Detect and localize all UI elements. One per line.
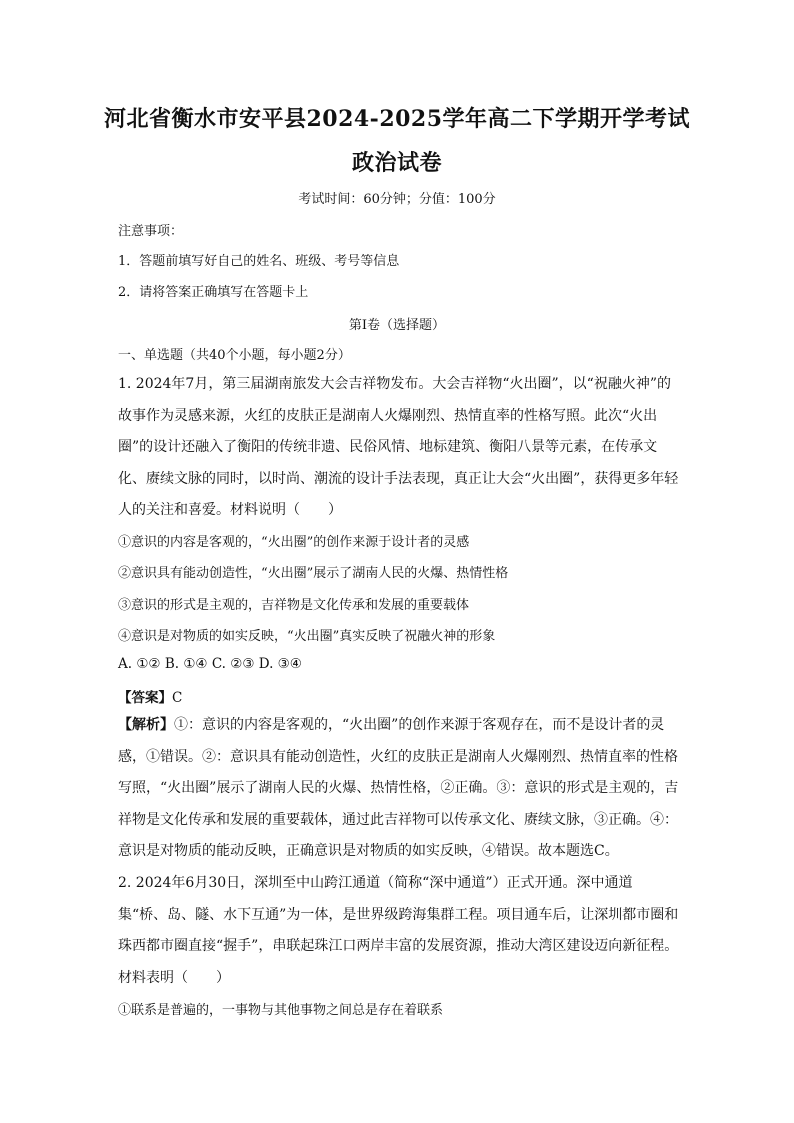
exam-info: 考试时间：60分钟；分值：100分 [298,192,496,207]
note-2: 2．请将答案正确填写在答题卡上 [118,285,309,300]
exam-title: 河北省衡水市安平县2024-2025学年高二下学期开学考试 [103,106,691,132]
question-2-stem: 2. 2024年6月30日，深圳至中山跨江通道（简称“深中通道”）正式开通。深中通道集“桥、岛、隧、水下互通”为一体，是世界级跨海集群工程。项目通车后，让深圳都市圈和珠西都市圈直接“握手”，串联起珠江口两岸丰富的发展资源，推动大湾区建设迈向新征程。材料表明（ ） [118,875,679,986]
question-1-analysis [118,710,680,868]
question-1-option-2: ②意识具有能动创造性，“火出圈”展示了湖南人民的火爆、热情性格 [118,566,509,581]
analysis-text: ①：意识的内容是客观的，“火出圈”的创作来源于客观存在，而不是设计者的灵感，①错误。②：意识具有能动创造性，火红的皮肤正是湖南人火爆刚烈、热情直率的性格写照，“火出圈”展示了湖南人民的火爆、热情性格，②正确。③：意识的形式是主观的，吉祥物是文化传承和发展的重要载体，通过此吉祥物可以传承文化、赓续文脉，③正确。④：意识是对物质的能动反映，正确意识是对物质的如实反映，④错误。故本题选C。 [118,717,679,859]
question-1-option-3: ③意识的形式是主观的，吉祥物是文化传承和发展的重要载体 [118,598,470,613]
question-1-option-1: ①意识的内容是客观的，“火出圈”的创作来源于设计者的灵感 [118,535,470,550]
question-1-answer [118,686,182,706]
question-1-choices: A. ①② B. ①④ C. ②③ D. ③④ [118,656,302,672]
part-title: 第I卷（选择题） [348,318,446,333]
note-1: 1．答题前填写好自己的姓名、班级、考号等信息 [118,254,400,269]
notes-heading: 注意事项： [118,224,184,239]
analysis-label: 【解析】 [118,717,174,733]
question-2-option-1: ①联系是普遍的，一事物与其他事物之间总是存在着联系 [118,1003,444,1018]
question-1-stem: 1. 2024年7月，第三届湖南旅发大会吉祥物发布。大会吉祥物“火出圈”，以“祝融火神”的故事作为灵感来源，火红的皮肤正是湖南人火爆刚烈、热情直率的性格写照。此次“火出圈”的设计还融入了衡阳的传统非遗、民俗风情、地标建筑、衡阳八景等元素，在传承文化、赓续文脉的同时，以时尚、潮流的设计手法表现，真正让大会“火出圈”，获得更多年轻人的关注和喜爱。材料说明（ ） [118,376,679,518]
question-1-option-4: ④意识是对物质的如实反映，“火出圈”真实反映了祝融火神的形象 [118,629,496,644]
section-title: 一、单选题（共40个小题，每小题2分） [118,348,351,363]
answer-label: 【答案】 [118,690,172,706]
answer-value: C [172,690,183,706]
exam-subtitle: 政治试卷 [351,150,442,176]
